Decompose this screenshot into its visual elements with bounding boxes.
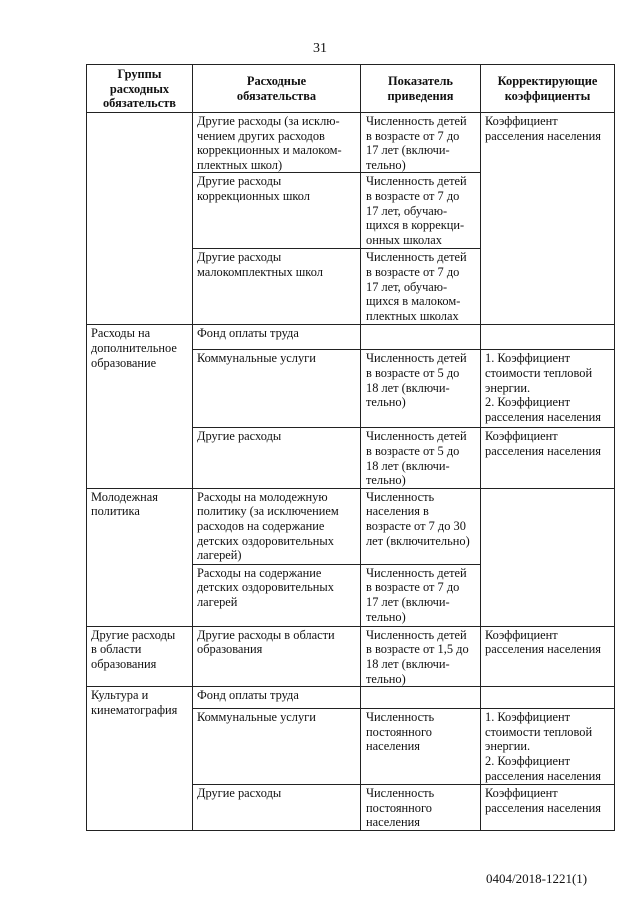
table-row (87, 488, 615, 564)
obligation-cell: Другие расходы (за исклю- чением других расходов коррекционных и малоком- плектных школ) (193, 113, 361, 173)
expenditure-table (86, 64, 615, 831)
obligation-cell: Фонд оплаты труда (193, 325, 361, 350)
indicator-cell: Численность постоянного населения (361, 785, 481, 831)
obligation-cell: Расходы на молодежную политику (за исключением расходов на содержание детских оздоровительных лагерей) (193, 488, 361, 564)
indicator-cell: Численность детей в возрасте от 7 до 17 лет (включи- тельно) (361, 564, 481, 626)
group-cell: Молодежная политика (87, 488, 193, 626)
header-obligations: Расходные обязательства (193, 65, 361, 113)
group-cell-continued (87, 113, 193, 325)
header-groups: Группы расходных обязательств (87, 65, 193, 113)
obligation-cell: Другие расходы малокомплектных школ (193, 249, 361, 325)
table-row (87, 325, 615, 350)
indicator-cell-empty (361, 325, 481, 350)
indicator-cell: Численность детей в возрасте от 7 до 17 лет, обучаю- щихся в малоком- плектных школах (361, 249, 481, 325)
indicator-cell: Численность детей в возрасте от 7 до 17 лет (включи- тельно) (361, 113, 481, 173)
table-row (87, 113, 615, 173)
coefficient-cell-empty (481, 325, 615, 350)
coefficient-cell: 1. Коэффициент стоимости тепловой энергии. 2. Коэффициент расселения населения (481, 709, 615, 785)
page-number: 31 (313, 41, 327, 56)
table-row (87, 687, 615, 709)
coefficient-cell: Коэффициент расселения населения (481, 113, 615, 325)
obligation-cell: Другие расходы (193, 785, 361, 831)
group-cell: Культура и кинематография (87, 687, 193, 831)
table-header-row (87, 65, 615, 113)
indicator-cell: Численность постоянного населения (361, 709, 481, 785)
obligation-cell: Расходы на содержание детских оздоровительных лагерей (193, 564, 361, 626)
indicator-cell: Численность детей в возрасте от 1,5 до 18 лет (включи- тельно) (361, 626, 481, 686)
coefficient-cell-empty (481, 488, 615, 626)
obligation-cell: Фонд оплаты труда (193, 687, 361, 709)
obligation-cell: Коммунальные услуги (193, 350, 361, 428)
indicator-cell: Численность детей в возрасте от 5 до 18 лет (включи- тельно) (361, 350, 481, 428)
table-row (87, 626, 615, 686)
obligation-cell: Другие расходы в области образования (193, 626, 361, 686)
document-code: 0404/2018-1221(1) (486, 871, 588, 886)
obligation-cell: Другие расходы (193, 428, 361, 488)
header-indicator: Показатель приведения (361, 65, 481, 113)
indicator-cell: Численность детей в возрасте от 7 до 17 лет, обучаю- щихся в коррекци- онных школах (361, 173, 481, 249)
coefficient-cell: 1. Коэффициент стоимости тепловой энергии. 2. Коэффициент расселения населения (481, 350, 615, 428)
indicator-cell: Численность населения в возрасте от 7 до 30 лет (включительно) (361, 488, 481, 564)
obligation-cell: Другие расходы коррекционных школ (193, 173, 361, 249)
group-cell: Расходы на дополнительное образование (87, 325, 193, 488)
coefficient-cell: Коэффициент расселения населения (481, 626, 615, 686)
indicator-cell-empty (361, 687, 481, 709)
coefficient-cell: Коэффициент расселения населения (481, 428, 615, 488)
indicator-cell: Численность детей в возрасте от 5 до 18 лет (включи- тельно) (361, 428, 481, 488)
obligation-cell: Коммунальные услуги (193, 709, 361, 785)
header-coefficients: Корректирующие коэффициенты (481, 65, 615, 113)
group-cell: Другие расходы в области образования (87, 626, 193, 686)
coefficient-cell: Коэффициент расселения населения (481, 785, 615, 831)
coefficient-cell-empty (481, 687, 615, 709)
